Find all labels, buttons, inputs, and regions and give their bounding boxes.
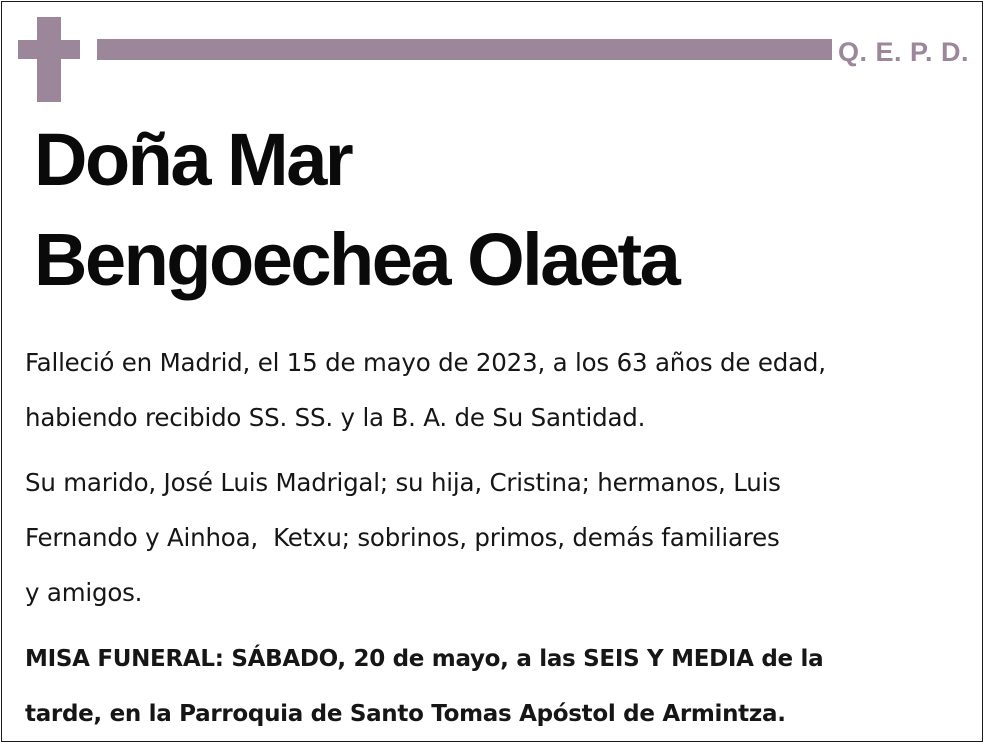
funeral-line-2: tarde, en la Parroquia de Santo Tomas Apóstol de Armintza. [25, 701, 786, 727]
family-paragraph [25, 455, 781, 620]
deceased-name-line-2: Bengoechea Olaeta [34, 218, 679, 301]
cross-vertical-bar [37, 17, 61, 102]
header-divider-bar [97, 39, 832, 60]
qepd-label: Q. E. P. D. [838, 37, 970, 67]
family-line-2: Fernando y Ainhoa, Ketxu; sobrinos, primos, demás familiares [25, 523, 780, 552]
family-line-1: Su marido, José Luis Madrigal; su hija, Cristina; hermanos, Luis [25, 468, 781, 497]
death-notice-line-1: Falleció en Madrid, el 15 de mayo de 2023, a los 63 años de edad, [25, 348, 826, 377]
deceased-name-line-1: Doña Mar [34, 118, 352, 201]
funeral-mass-paragraph [25, 632, 823, 742]
cross-horizontal-bar [18, 40, 80, 59]
family-line-3: y amigos. [25, 578, 143, 607]
deceased-name [34, 110, 678, 310]
death-notice-paragraph [25, 335, 826, 445]
death-notice-line-2: habiendo recibido SS. SS. y la B. A. de Su Santidad. [25, 403, 646, 432]
funeral-line-1: MISA FUNERAL: SÁBADO, 20 de mayo, a las SEIS Y MEDIA de la [25, 646, 824, 672]
